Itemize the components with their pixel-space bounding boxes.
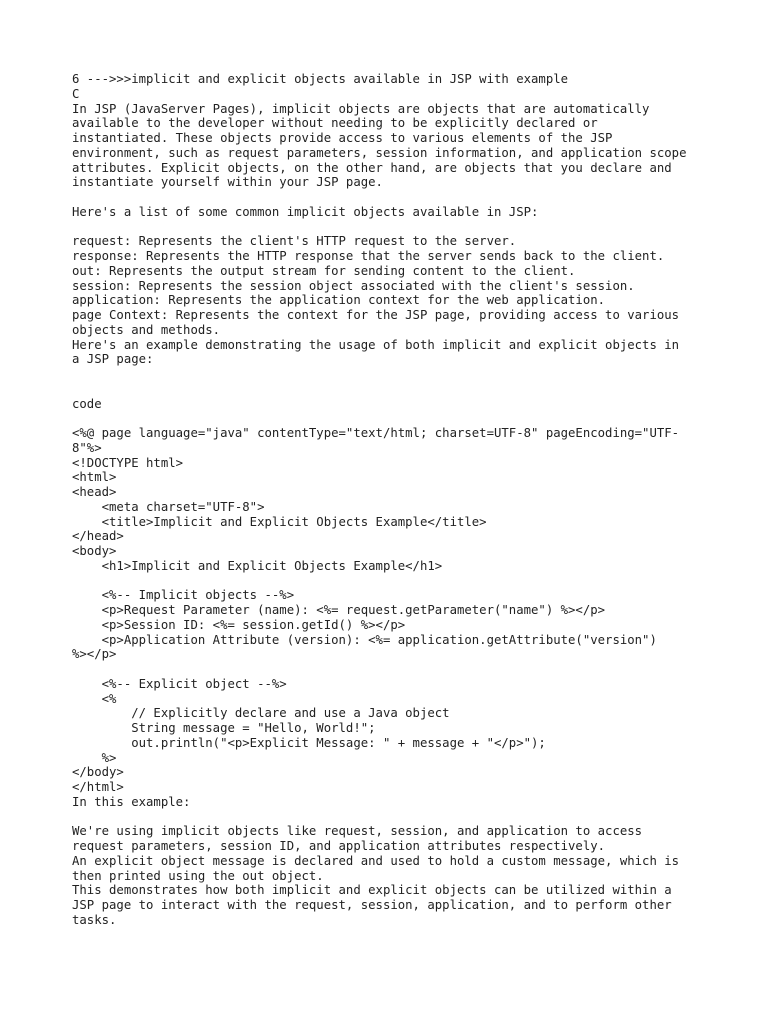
document-line: <title>Implicit and Explicit Objects Example</title> bbox=[72, 514, 487, 529]
document-line: session: Represents the session object associated with the client's session. bbox=[72, 278, 635, 293]
document-line: <p>Session ID: <%= session.getId() %></p> bbox=[72, 617, 406, 632]
document-line: C bbox=[72, 86, 80, 101]
document-line: a JSP page: bbox=[72, 352, 154, 367]
document-line: instantiated. These objects provide access to various elements of the JSP bbox=[72, 131, 613, 145]
document-line: <p>Request Parameter (name): <%= request.getParameter("name") %></p> bbox=[72, 603, 606, 617]
document-line: <body> bbox=[72, 544, 117, 558]
document-line bbox=[72, 190, 712, 205]
document-line: </html> bbox=[72, 780, 124, 794]
document-line bbox=[72, 574, 712, 589]
document-line: <h1>Implicit and Explicit Objects Example</h1> bbox=[72, 558, 443, 573]
document-line bbox=[72, 810, 712, 825]
document-line: tasks. bbox=[72, 912, 117, 927]
document-line: objects and methods. bbox=[72, 322, 221, 337]
document-line: In this example: bbox=[72, 794, 191, 809]
document-line: <!DOCTYPE html> bbox=[72, 455, 184, 470]
document-line: request parameters, session ID, and application attributes respectively. bbox=[72, 839, 606, 853]
document-line: <p>Application Attribute (version): <%= application.getAttribute("version") bbox=[72, 632, 657, 647]
document-line: Here's an example demonstrating the usage of both implicit and explicit objects in bbox=[72, 337, 680, 352]
document-line: code bbox=[72, 396, 102, 411]
document-line bbox=[72, 662, 712, 677]
document-line: environment, such as request parameters, session information, and application scope bbox=[72, 145, 687, 160]
document-line: out: Represents the output stream for sending content to the client. bbox=[72, 263, 576, 278]
document-line: <%@ page language="java" contentType="text/html; charset=UTF-8" pageEncoding="UTF- bbox=[72, 426, 680, 440]
document-line: In JSP (JavaServer Pages), implicit objects are objects that are automatically bbox=[72, 101, 650, 116]
document-line: An explicit object message is declared and used to hold a custom message, which is bbox=[72, 853, 680, 868]
document-line: </head> bbox=[72, 529, 124, 544]
document-line: <head> bbox=[72, 485, 117, 499]
document-line: // Explicitly declare and use a Java object bbox=[72, 706, 450, 721]
document-line: 8"%> bbox=[72, 440, 102, 455]
document-line: We're using implicit objects like request, session, and application to access bbox=[72, 824, 643, 839]
document-line: This demonstrates how both implicit and explicit objects can be utilized within a bbox=[72, 883, 672, 898]
document-line: 6 --->>>implicit and explicit objects available in JSP with example bbox=[72, 72, 569, 86]
document-line: application: Represents the application context for the web application. bbox=[72, 293, 606, 308]
document-line: response: Represents the HTTP response that the server sends back to the client. bbox=[72, 249, 665, 263]
document-line: available to the developer without needing to be explicitly declared or bbox=[72, 116, 598, 131]
document-line: %></p> bbox=[72, 647, 117, 662]
document-body bbox=[72, 72, 712, 928]
document-line bbox=[72, 220, 712, 235]
document-line bbox=[72, 367, 712, 382]
document-line: <% bbox=[72, 691, 117, 706]
document-line: </body> bbox=[72, 765, 124, 780]
document-line: request: Represents the client's HTTP request to the server. bbox=[72, 234, 517, 249]
document-line: Here's a list of some common implicit objects available in JSP: bbox=[72, 204, 539, 219]
document-line: <%-- Explicit object --%> bbox=[72, 676, 287, 691]
document-line: <%-- Implicit objects --%> bbox=[72, 588, 295, 603]
document-line: <meta charset="UTF-8"> bbox=[72, 499, 265, 514]
document-line: JSP page to interact with the request, session, application, and to perform other bbox=[72, 898, 672, 912]
document-line: <html> bbox=[72, 470, 117, 485]
document-line: out.println("<p>Explicit Message: " + message + "</p>"); bbox=[72, 735, 546, 750]
document-line: then printed using the out object. bbox=[72, 868, 324, 883]
document-line bbox=[72, 382, 712, 397]
document-line: instantiate yourself within your JSP page. bbox=[72, 175, 383, 190]
document-line: %> bbox=[72, 750, 117, 765]
document-line: page Context: Represents the context for the JSP page, providing access to various bbox=[72, 308, 680, 322]
document-line: String message = "Hello, World!"; bbox=[72, 721, 376, 735]
document-line: attributes. Explicit objects, on the other hand, are objects that you declare and bbox=[72, 160, 672, 175]
document-line bbox=[72, 411, 712, 426]
